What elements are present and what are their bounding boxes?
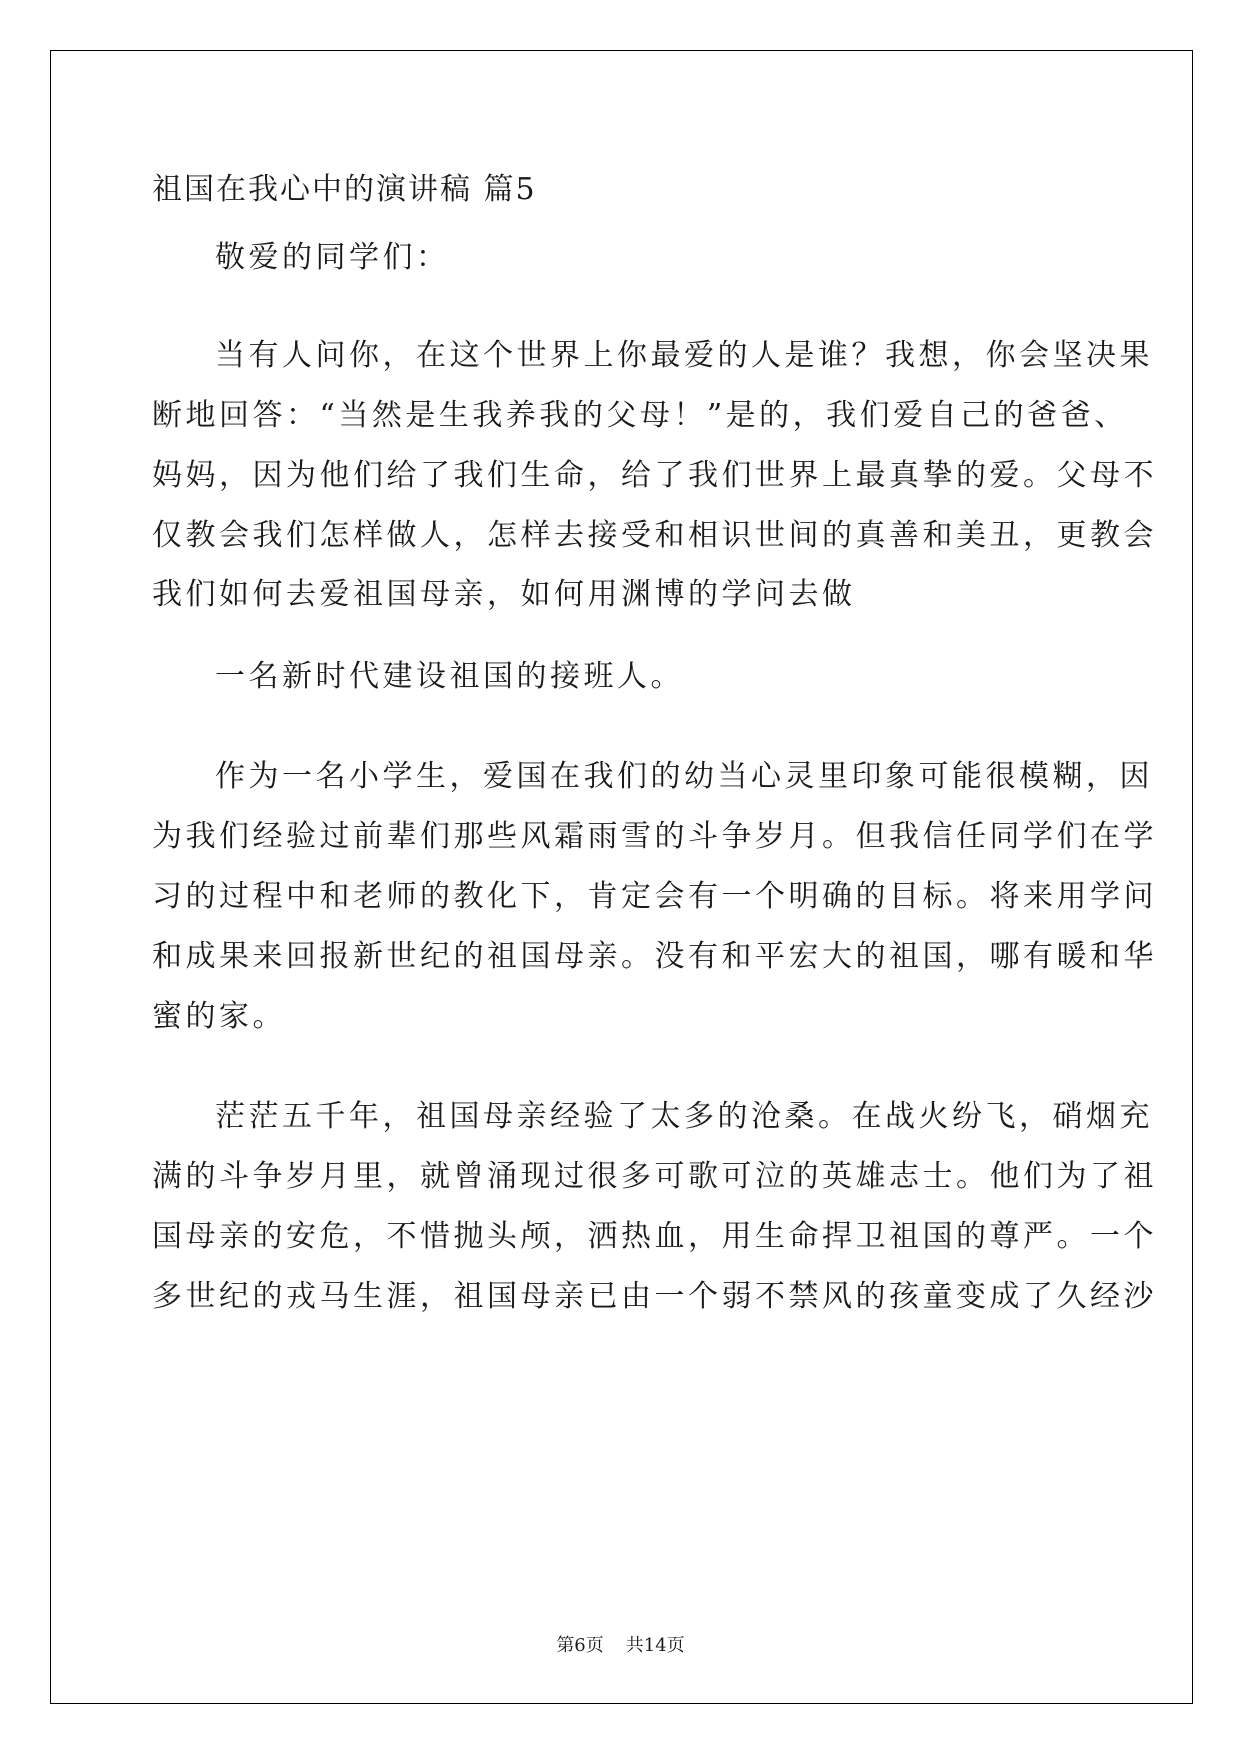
paragraph-line: 茫茫五千年，祖国母亲经验了太多的沧桑。在战火纷飞，硝烟充 bbox=[215, 1099, 1153, 1134]
paragraph-line: 一名新时代建设祖国的接班人。 bbox=[215, 659, 684, 694]
paragraph-line: 多世纪的戎马生涯，祖国母亲已由一个弱不禁风的孩童变成了久经沙 bbox=[152, 1279, 1157, 1314]
paragraph-line: 蜜的家。 bbox=[152, 999, 286, 1034]
paragraph-line: 作为一名小学生，爱国在我们的幼当心灵里印象可能很模糊，因 bbox=[215, 759, 1153, 794]
page-total: 共14页 bbox=[625, 1635, 685, 1656]
paragraph-line: 当有人问你，在这个世界上你最爱的人是谁？我想，你会坚决果 bbox=[215, 338, 1153, 373]
page-footer bbox=[0, 1634, 1241, 1658]
paragraph-line: 妈妈，因为他们给了我们生命，给了我们世界上最真挚的爱。父母不 bbox=[152, 458, 1157, 493]
paragraph-line: 仅教会我们怎样做人，怎样去接受和相识世间的真善和美丑，更教会 bbox=[152, 518, 1157, 553]
paragraph-line: 断地回答：“当然是生我养我的父母！”是的，我们爱自己的爸爸、 bbox=[152, 398, 1128, 433]
paragraph-line: 和成果来回报新世纪的祖国母亲。没有和平宏大的祖国，哪有暖和华 bbox=[152, 939, 1157, 974]
document-title: 祖国在我心中的演讲稿 篇5 bbox=[152, 172, 537, 207]
page-number: 第6页 bbox=[556, 1635, 604, 1656]
paragraph-line: 满的斗争岁月里，就曾涌现过很多可歌可泣的英雄志士。他们为了祖 bbox=[152, 1159, 1157, 1194]
paragraph-line: 习的过程中和老师的教化下，肯定会有一个明确的目标。将来用学问 bbox=[152, 879, 1157, 914]
paragraph-line: 国母亲的安危，不惜抛头颅，洒热血，用生命捍卫祖国的尊严。一个 bbox=[152, 1219, 1157, 1254]
paragraph-line: 为我们经验过前辈们那些风霜雨雪的斗争岁月。但我信任同学们在学 bbox=[152, 819, 1157, 854]
paragraph-line: 我们如何去爱祖国母亲，如何用渊博的学问去做 bbox=[152, 577, 856, 612]
salutation-line: 敬爱的同学们： bbox=[215, 240, 450, 275]
